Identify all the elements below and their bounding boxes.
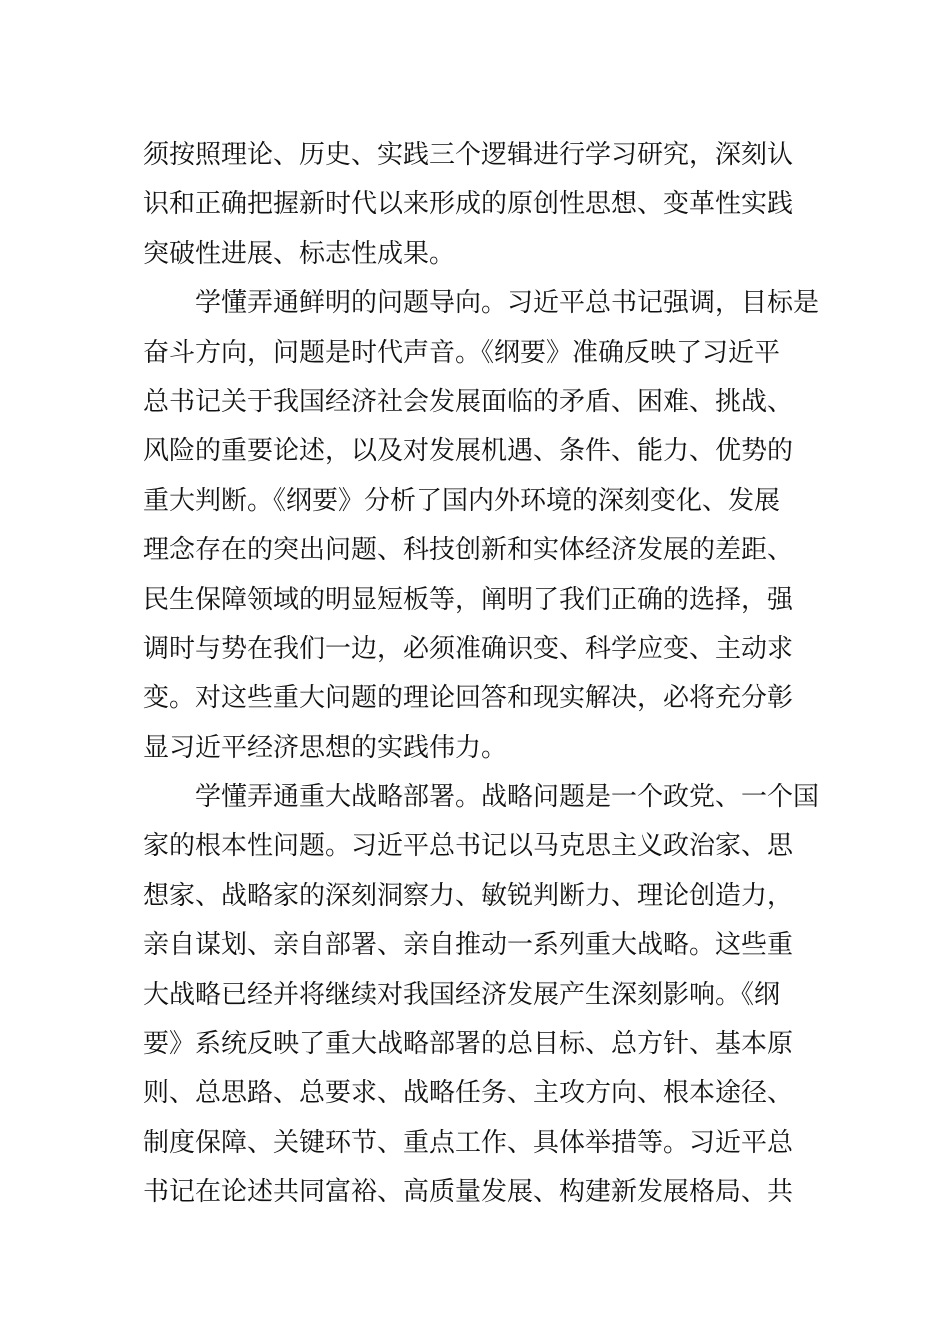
text-line: 识和正确把握新时代以来形成的原创性思想、变革性实践 (143, 189, 794, 220)
text-line: 制度保障、关键环节、重点工作、具体举措等。习近平总 (143, 1127, 794, 1158)
paragraph-continuation (143, 131, 808, 279)
text-line: 理念存在的突出问题、科技创新和实体经济发展的差距、 (143, 535, 794, 566)
text-line: 书记在论述共同富裕、高质量发展、构建新发展格局、共 (143, 1177, 794, 1208)
text-line: 则、总思路、总要求、战略任务、主攻方向、根本途径、 (143, 1078, 794, 1109)
text-line: 想家、战略家的深刻洞察力、敏锐判断力、理论创造力， (143, 880, 794, 911)
text-line: 奋斗方向，问题是时代声音。《纲要》准确反映了习近平 (143, 337, 781, 368)
text-line: 风险的重要论述，以及对发展机遇、条件、能力、优势的 (143, 436, 794, 467)
text-line: 总书记关于我国经济社会发展面临的矛盾、困难、挑战、 (143, 386, 794, 417)
body-text (143, 131, 820, 1218)
text-line: 重大判断。《纲要》分析了国内外环境的深刻变化、发展 (143, 485, 781, 516)
text-line: 须按照理论、历史、实践三个逻辑进行学习研究，深刻认 (143, 140, 794, 170)
paragraph-problem-orientation (143, 279, 820, 773)
text-line: 家的根本性问题。习近平总书记以马克思主义政治家、思 (143, 831, 794, 862)
text-line: 大战略已经并将继续对我国经济发展产生深刻影响。《纲 (143, 979, 781, 1010)
text-line: 突破性进展、标志性成果。 (143, 238, 456, 269)
text-line: 要》系统反映了重大战略部署的总目标、总方针、基本原 (143, 1029, 794, 1060)
text-line-first: 学懂弄通重大战略部署。战略问题是一个政党、一个国 (195, 782, 820, 813)
text-line: 亲自谋划、亲自部署、亲自推动一系列重大战略。这些重 (143, 930, 794, 961)
text-line: 显习近平经济思想的实践伟力。 (143, 732, 508, 763)
text-line: 调时与势在我们一边，必须准确识变、科学应变、主动求 (143, 633, 794, 664)
paragraph-strategic-deployment (143, 773, 820, 1218)
text-line: 变。对这些重大问题的理论回答和现实解决，必将充分彰 (143, 683, 794, 714)
text-line: 民生保障领域的明显短板等，阐明了我们正确的选择，强 (143, 584, 794, 615)
text-line-first: 学懂弄通鲜明的问题导向。习近平总书记强调，目标是 (195, 288, 820, 319)
